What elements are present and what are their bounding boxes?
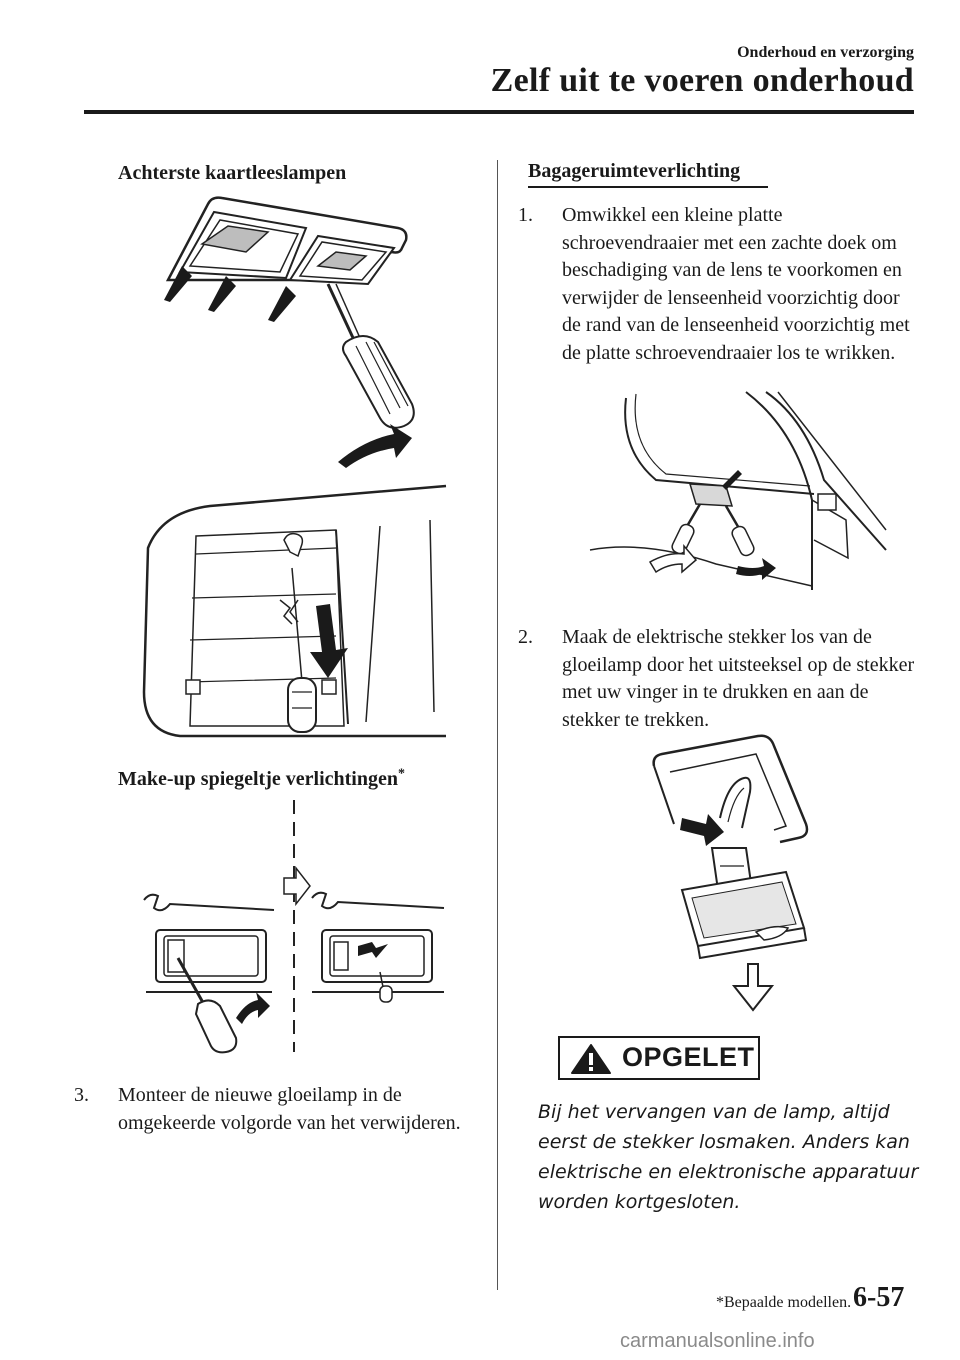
illustration-luggage-lamp-lens: [586, 390, 896, 590]
step-3: 3. Monteer de nieuwe gloeilamp in de omgekeerde volgorde van het verwijderen.: [74, 1084, 461, 1134]
luggage-light-title: Bagageruimteverlichting: [528, 160, 741, 182]
caption-vanity-mirror-lights: Make-up spiegeltje verlichtingen*: [118, 766, 405, 790]
page-number: 6-57: [853, 1282, 905, 1313]
step-2: 2. Maak de elektrische stekker los van de gloeilamp door het uitsteeksel op de stekker met uw vinger in te drukken en aan de stekker te trekken.: [518, 626, 915, 731]
illustration-bulb-clips: [140, 482, 450, 744]
illustration-bulb-connector: [648, 732, 818, 1012]
illustration-rear-map-lamp-lens: [150, 192, 420, 472]
column-divider: [497, 160, 498, 1290]
caption-rear-map-lamps: Achterste kaartleeslampen: [118, 162, 347, 184]
illustration-vanity-mirror-light: [140, 796, 450, 1056]
footnote: *Bepaalde modellen.: [716, 1294, 852, 1311]
chapter-title: Zelf uit te voeren onderhoud: [490, 62, 914, 99]
caution-label: OPGELET: [622, 1042, 755, 1072]
warning-triangle-icon: [570, 1043, 612, 1075]
step-1: 1. Omwikkel een kleine platte schroevendraaier met een zachte doek om beschadiging van de lens te voorkomen en verwijder de lenseenheid voorzichtig door de rand van de lenseenheid voorzichtig met de platte schroevendraaier los te wrikken.: [518, 204, 910, 364]
section-title: Onderhoud en verzorging: [737, 44, 914, 61]
header-rule: [84, 110, 914, 114]
model-footnote-marker: *: [397, 766, 405, 782]
title-underline: [528, 186, 768, 188]
caution-box: [558, 1036, 760, 1080]
watermark: carmanualsonline.info: [620, 1330, 815, 1352]
caution-text: Bij het vervangen van de lamp, altijd eerst de stekker losmaken. Anders kan elektrische en elektronische apparatuur worden kortgesloten.: [538, 1101, 919, 1213]
